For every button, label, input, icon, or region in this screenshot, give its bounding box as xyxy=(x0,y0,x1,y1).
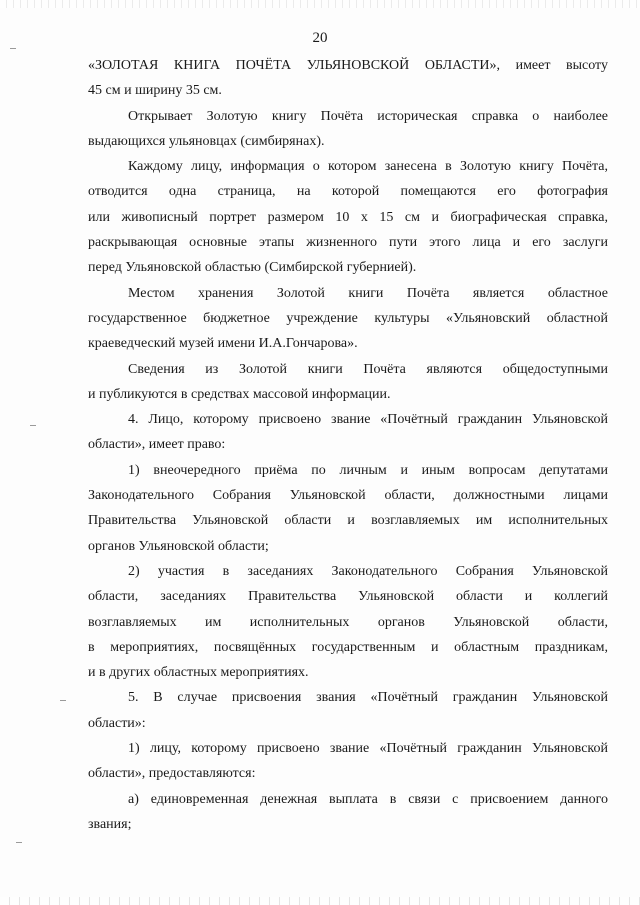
text-line: 4. Лицо, которому присвоено звание «Почётный гражданин Ульяновской xyxy=(128,412,608,428)
text-line: звания; xyxy=(88,816,132,832)
text-line: области», предоставляются: xyxy=(88,766,256,782)
scan-edge-bottom xyxy=(0,897,640,905)
paragraph-section-5-item-a xyxy=(88,787,608,838)
paragraph-book-page xyxy=(88,154,608,280)
text-line: Сведения из Золотой книги Почёта являются общедоступными xyxy=(128,361,608,377)
text-line: и публикуются в средствах массовой информации. xyxy=(88,386,391,402)
scan-speck xyxy=(30,425,36,426)
scan-speck xyxy=(60,700,66,701)
scan-edge-top xyxy=(0,0,640,8)
scan-speck xyxy=(10,48,16,49)
text-line: органов Ульяновской области; xyxy=(88,538,269,554)
text-line: Правительства Ульяновской области и возглавляемых им исполнительных xyxy=(88,513,608,529)
text-line: Открывает Золотую книгу Почёта историческая справка о наиболее xyxy=(128,108,608,124)
text-line: раскрывающая основные этапы жизненного пути этого лица и его заслуги xyxy=(88,235,608,251)
text-line: области», имеет право: xyxy=(88,437,226,453)
text-line: области, заседаниях Правительства Ульяновской области и коллегий xyxy=(88,589,608,605)
paragraph-public-info xyxy=(88,357,608,408)
text-line: 2) участия в заседаниях Законодательного Собрания Ульяновской xyxy=(128,563,608,579)
document-body xyxy=(88,53,608,837)
text-line: а) единовременная денежная выплата в связи с присвоением данного xyxy=(128,791,608,807)
paragraph-section-4 xyxy=(88,407,608,458)
scan-speck xyxy=(16,842,22,843)
text-line: 5. В случае присвоения звания «Почётный гражданин Ульяновской xyxy=(128,690,608,706)
text-line: краеведческий музей имени И.А.Гончарова». xyxy=(88,336,358,352)
text-line: отводится одна страница, на которой помещаются его фотография xyxy=(88,184,608,200)
text-line: Законодательного Собрания Ульяновской области, должностными лицами xyxy=(88,488,608,504)
text-line: и в других областных мероприятиях. xyxy=(88,665,309,681)
paragraph-section-5 xyxy=(88,685,608,736)
text-line: государственное бюджетное учреждение культуры «Ульяновский областной xyxy=(88,310,608,326)
paragraph-right-1 xyxy=(88,458,608,559)
text-line: или живописный портрет размером 10 х 15 см и биографическая справка, xyxy=(88,209,608,225)
text-line: области»: xyxy=(88,715,146,731)
text-line: Каждому лицу, информация о котором занесена в Золотую книгу Почёта, xyxy=(128,159,608,175)
text-line: 1) лицу, которому присвоено звание «Почётный гражданин Ульяновской xyxy=(128,741,608,757)
text-line: 45 см и ширину 35 см. xyxy=(88,83,222,99)
text-line: возглавляемых им исполнительных органов Ульяновской области, xyxy=(88,614,608,630)
text-line: выдающихся ульяновцах (симбирянах). xyxy=(88,133,325,149)
text-line: 1) внеочередного приёма по личным и иным вопросам депутатами xyxy=(128,462,608,478)
paragraph-book-size xyxy=(88,53,608,104)
paragraph-section-5-item-1 xyxy=(88,736,608,787)
paragraph-right-2 xyxy=(88,559,608,685)
text-line: «ЗОЛОТАЯ КНИГА ПОЧЁТА УЛЬЯНОВСКОЙ ОБЛАСТИ», имеет высоту xyxy=(88,58,608,73)
paragraph-book-intro xyxy=(88,104,608,155)
page-number: 20 xyxy=(312,30,328,46)
paragraph-storage-location xyxy=(88,281,608,357)
text-line: в мероприятиях, посвящённых государственным и областным праздникам, xyxy=(88,639,608,655)
text-line: Местом хранения Золотой книги Почёта является областное xyxy=(128,285,608,301)
text-line: перед Ульяновской областью (Симбирской губернией). xyxy=(88,260,417,276)
